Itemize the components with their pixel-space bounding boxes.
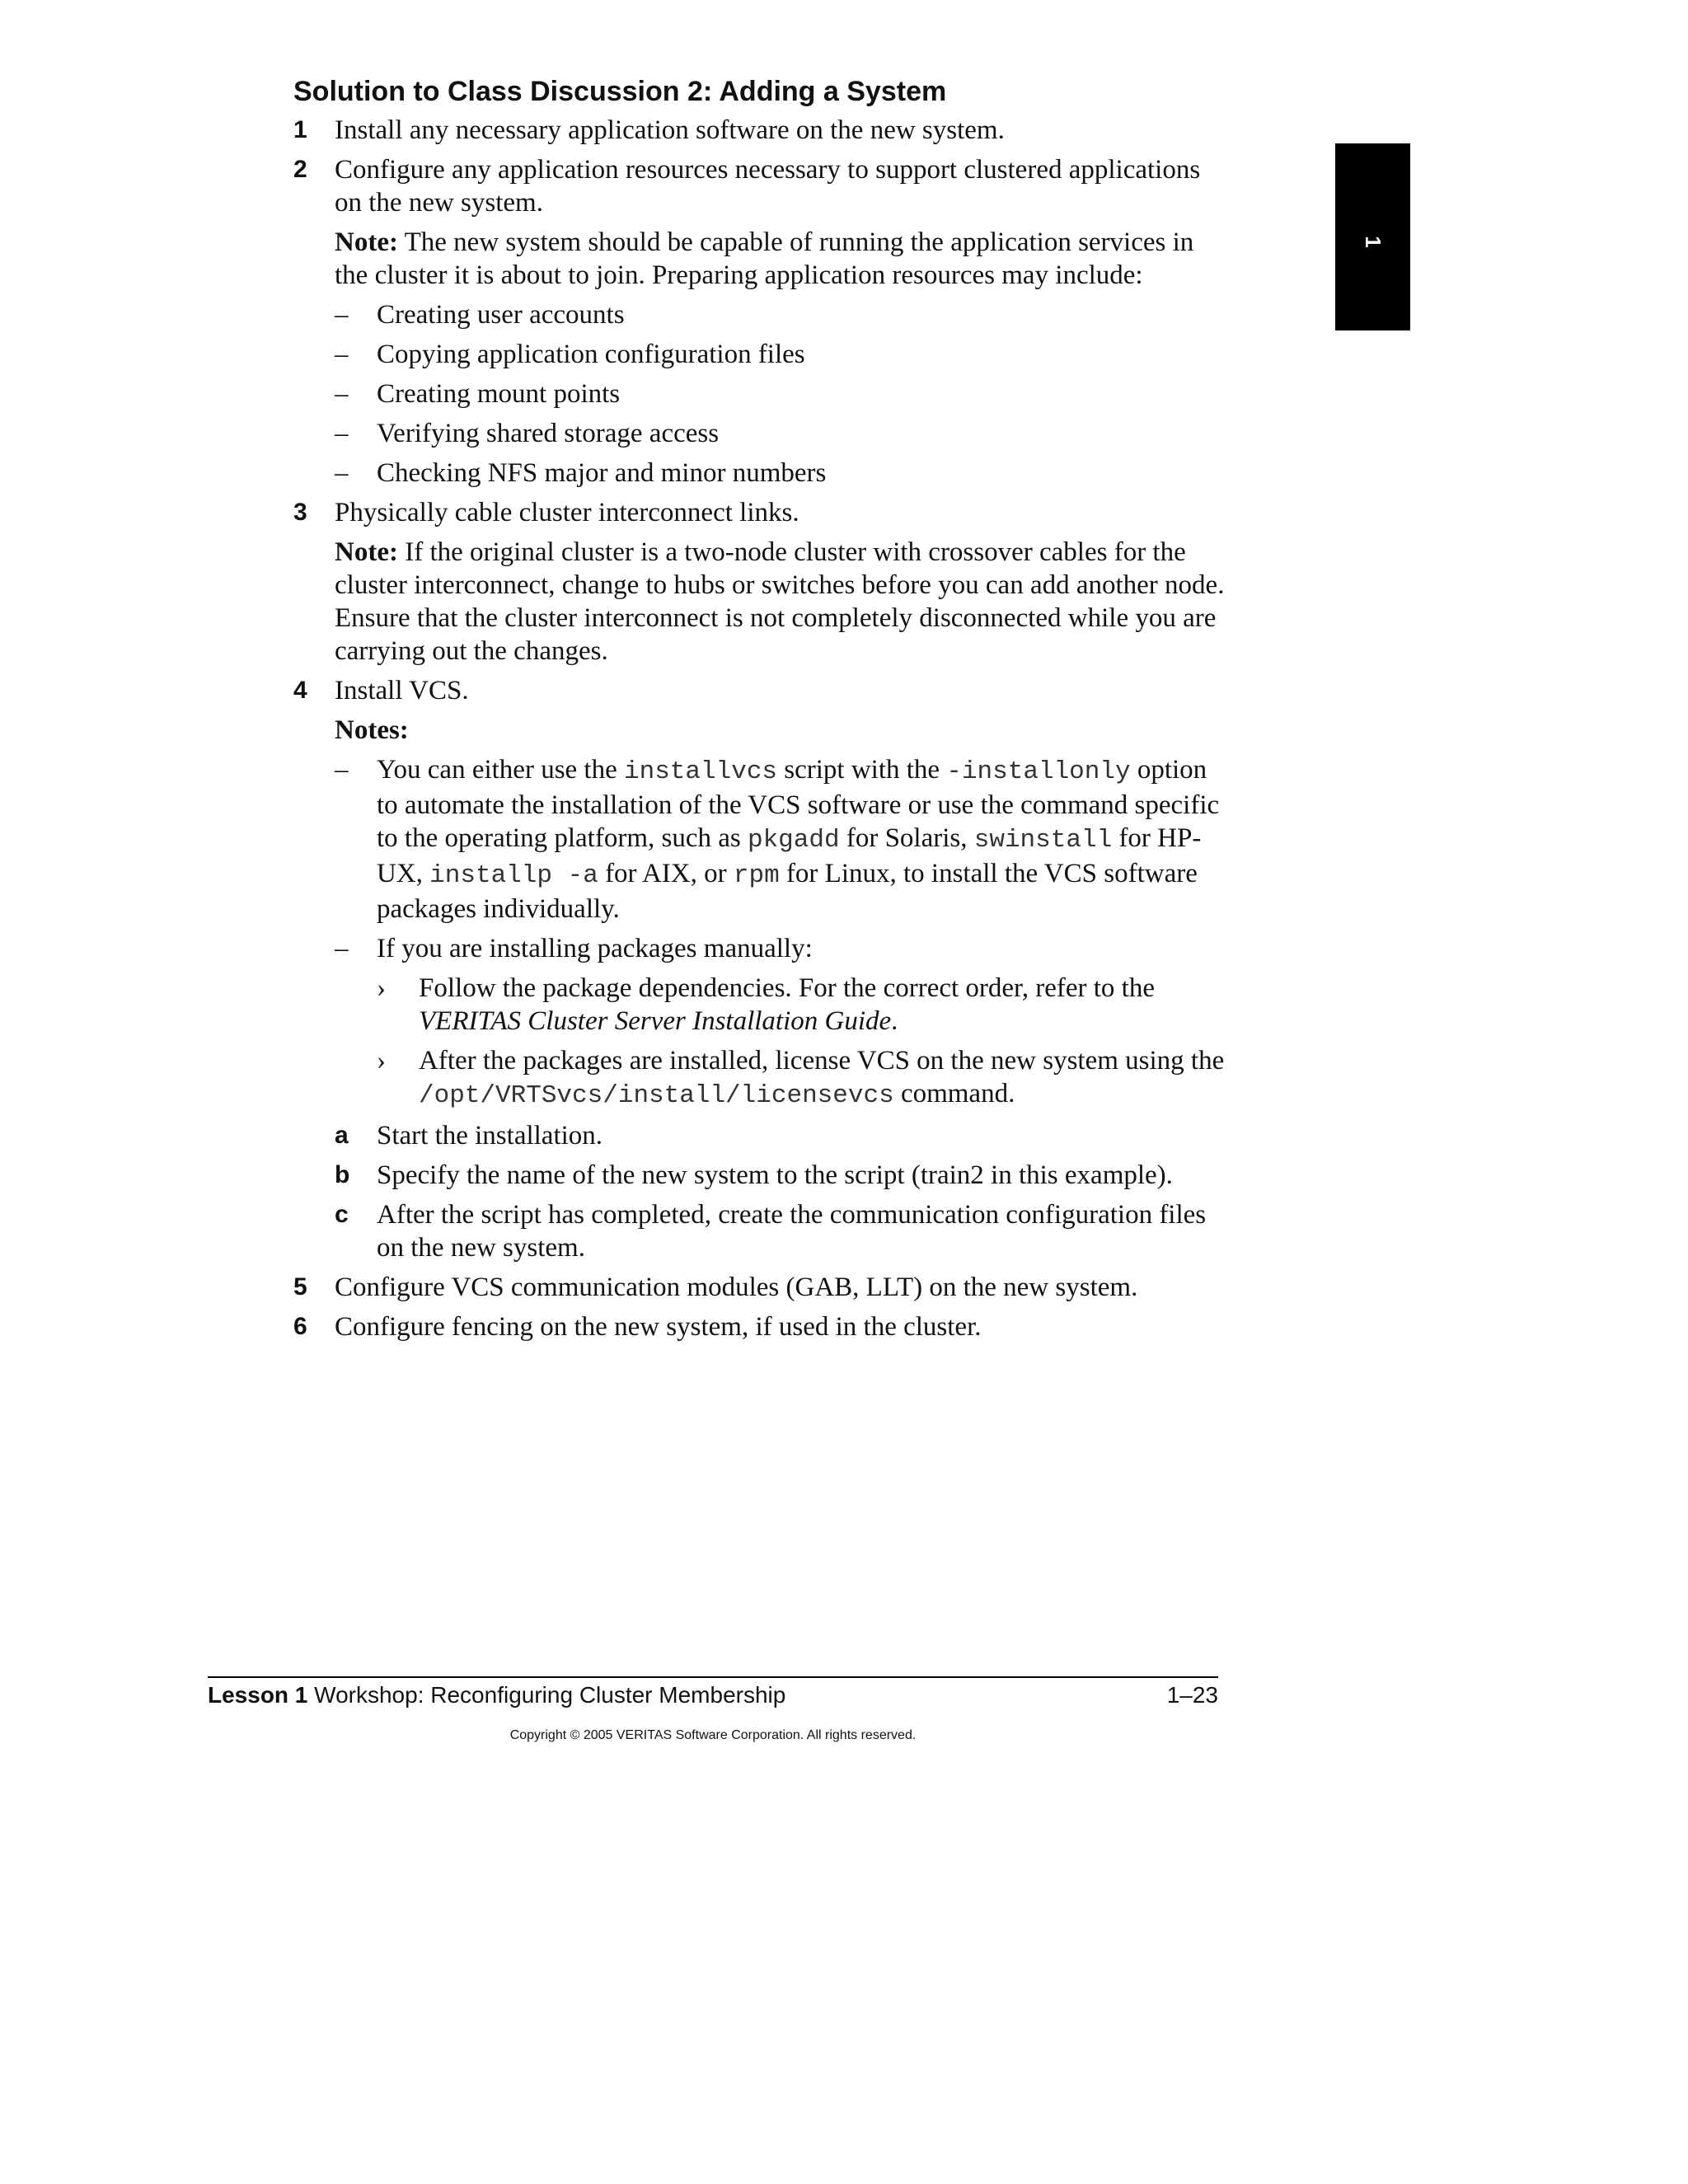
copyright-notice: Copyright © 2005 VERITAS Software Corporation. All rights reserved. [509, 1728, 917, 1742]
footer-lesson-title: Workshop: Reconfiguring Cluster Membership [307, 1682, 786, 1708]
note-text: If the original cluster is a two-node cluster with crossover cables for the cluster interconnect, change to hubs or switches before you can add another node. Ensure that the cluster interconnect is not completely disconnected while you are carrying out the changes. [335, 537, 1225, 666]
note-text: for HP-UX, [377, 823, 1202, 888]
list-item-text: Verifying shared storage access [377, 419, 720, 448]
guide-title: VERITAS Cluster Server Installation Guide [419, 1006, 892, 1036]
substep-b [293, 1159, 1225, 1192]
list-item-text: Copying application configuration files [377, 340, 805, 369]
notes-label: Notes: [335, 715, 409, 745]
step-4 [293, 674, 1225, 707]
note-text: You can either use the [377, 755, 624, 785]
step-text: Install any necessary application software on the new system. [335, 115, 1005, 145]
list-item [293, 753, 1225, 926]
step-2 [293, 153, 1225, 219]
list-item-text: Checking NFS major and minor numbers [377, 458, 827, 488]
sub-list-item [293, 1044, 1225, 1113]
step-number: 3 [293, 499, 307, 526]
footer-lesson-label: Lesson 1 [208, 1682, 308, 1708]
sub-item-text: Follow the package dependencies. For the correct order, refer to the [419, 973, 1155, 1003]
command-rpm: rpm [733, 861, 780, 890]
chapter-tab [1335, 143, 1410, 330]
list-item [293, 298, 1225, 331]
chevron-bullet: › [377, 1046, 386, 1076]
sub-item-text: After the packages are installed, license VCS on the new system using the [419, 1046, 1225, 1076]
dash-bullet: – [335, 379, 349, 409]
command-option-installonly: -installonly [946, 757, 1131, 786]
note-text: for Solaris, [839, 823, 974, 853]
sub-list-item [293, 972, 1225, 1038]
chapter-tab-number: 1 [1361, 236, 1386, 248]
step-number: 5 [293, 1273, 307, 1301]
list-item-text: Creating mount points [377, 379, 621, 409]
page-number: 1–23 [1166, 1682, 1218, 1708]
step-3 [293, 496, 1225, 529]
note-text: script with the [777, 755, 947, 785]
substep-label: c [335, 1201, 349, 1228]
substep-text: Start the installation. [377, 1121, 603, 1151]
footer-divider [208, 1676, 1218, 1678]
list-item-text: Creating user accounts [377, 300, 625, 330]
step-text: Configure any application resources necessary to support clustered applications on the new system. [335, 155, 1201, 218]
substep-text: Specify the name of the new system to the script (train2 in this example). [377, 1160, 1173, 1190]
step-number: 1 [293, 116, 307, 143]
step-3-note [293, 536, 1225, 668]
substep-a [293, 1119, 1225, 1152]
command-swinstall: swinstall [973, 826, 1113, 855]
step-number: 6 [293, 1313, 307, 1340]
step-6 [293, 1310, 1225, 1343]
list-item-text: If you are installing packages manually: [377, 934, 813, 963]
note-text: for Linux, to install the VCS software packages individually. [377, 859, 1198, 924]
note-label: Note: [335, 227, 398, 257]
note-text: option to automate the installation of the VCS software or use the command specific to the operating platform, such as [377, 755, 1220, 853]
dash-bullet: – [335, 755, 349, 785]
command-licensevcs: /opt/VRTSvcs/install/licensevcs [419, 1081, 894, 1110]
list-item [293, 338, 1225, 371]
list-item [293, 932, 1225, 965]
step-number: 4 [293, 677, 307, 704]
step-text: Configure VCS communication modules (GAB, LLT) on the new system. [335, 1272, 1138, 1302]
step-4-notes-heading [293, 714, 1225, 747]
step-text: Configure fencing on the new system, if used in the cluster. [335, 1312, 982, 1342]
step-number: 2 [293, 156, 307, 183]
substep-c [293, 1198, 1225, 1264]
sub-item-text: command. [893, 1079, 1015, 1108]
footer-lesson [208, 1682, 785, 1708]
dash-bullet: – [335, 934, 349, 963]
list-item [293, 457, 1225, 490]
step-5 [293, 1271, 1225, 1304]
command-installvcs: installvcs [624, 757, 778, 786]
dash-bullet: – [335, 300, 349, 330]
command-installp: installp -a [429, 861, 598, 890]
dash-bullet: – [335, 419, 349, 448]
chevron-bullet: › [377, 973, 386, 1003]
command-pkgadd: pkgadd [747, 826, 840, 855]
substep-text: After the script has completed, create the communication configuration files on the new system. [377, 1200, 1207, 1263]
note-text: for AIX, or [598, 859, 734, 888]
sub-item-text: . [891, 1006, 898, 1036]
dash-bullet: – [335, 458, 349, 488]
page-title: Solution to Class Discussion 2: Adding a System [293, 76, 947, 107]
step-text: Install VCS. [335, 676, 469, 705]
step-2-note [293, 226, 1225, 292]
step-1 [293, 114, 1225, 147]
note-text: The new system should be capable of running the application services in the cluster it is about to join. Preparing application resources may include: [335, 227, 1194, 290]
note-label: Note: [335, 537, 398, 567]
dash-bullet: – [335, 340, 349, 369]
step-text: Physically cable cluster interconnect links. [335, 498, 799, 527]
solution-steps [293, 114, 1225, 1350]
substep-label: a [335, 1122, 349, 1149]
list-item [293, 377, 1225, 410]
substep-label: b [335, 1161, 350, 1188]
list-item [293, 417, 1225, 450]
